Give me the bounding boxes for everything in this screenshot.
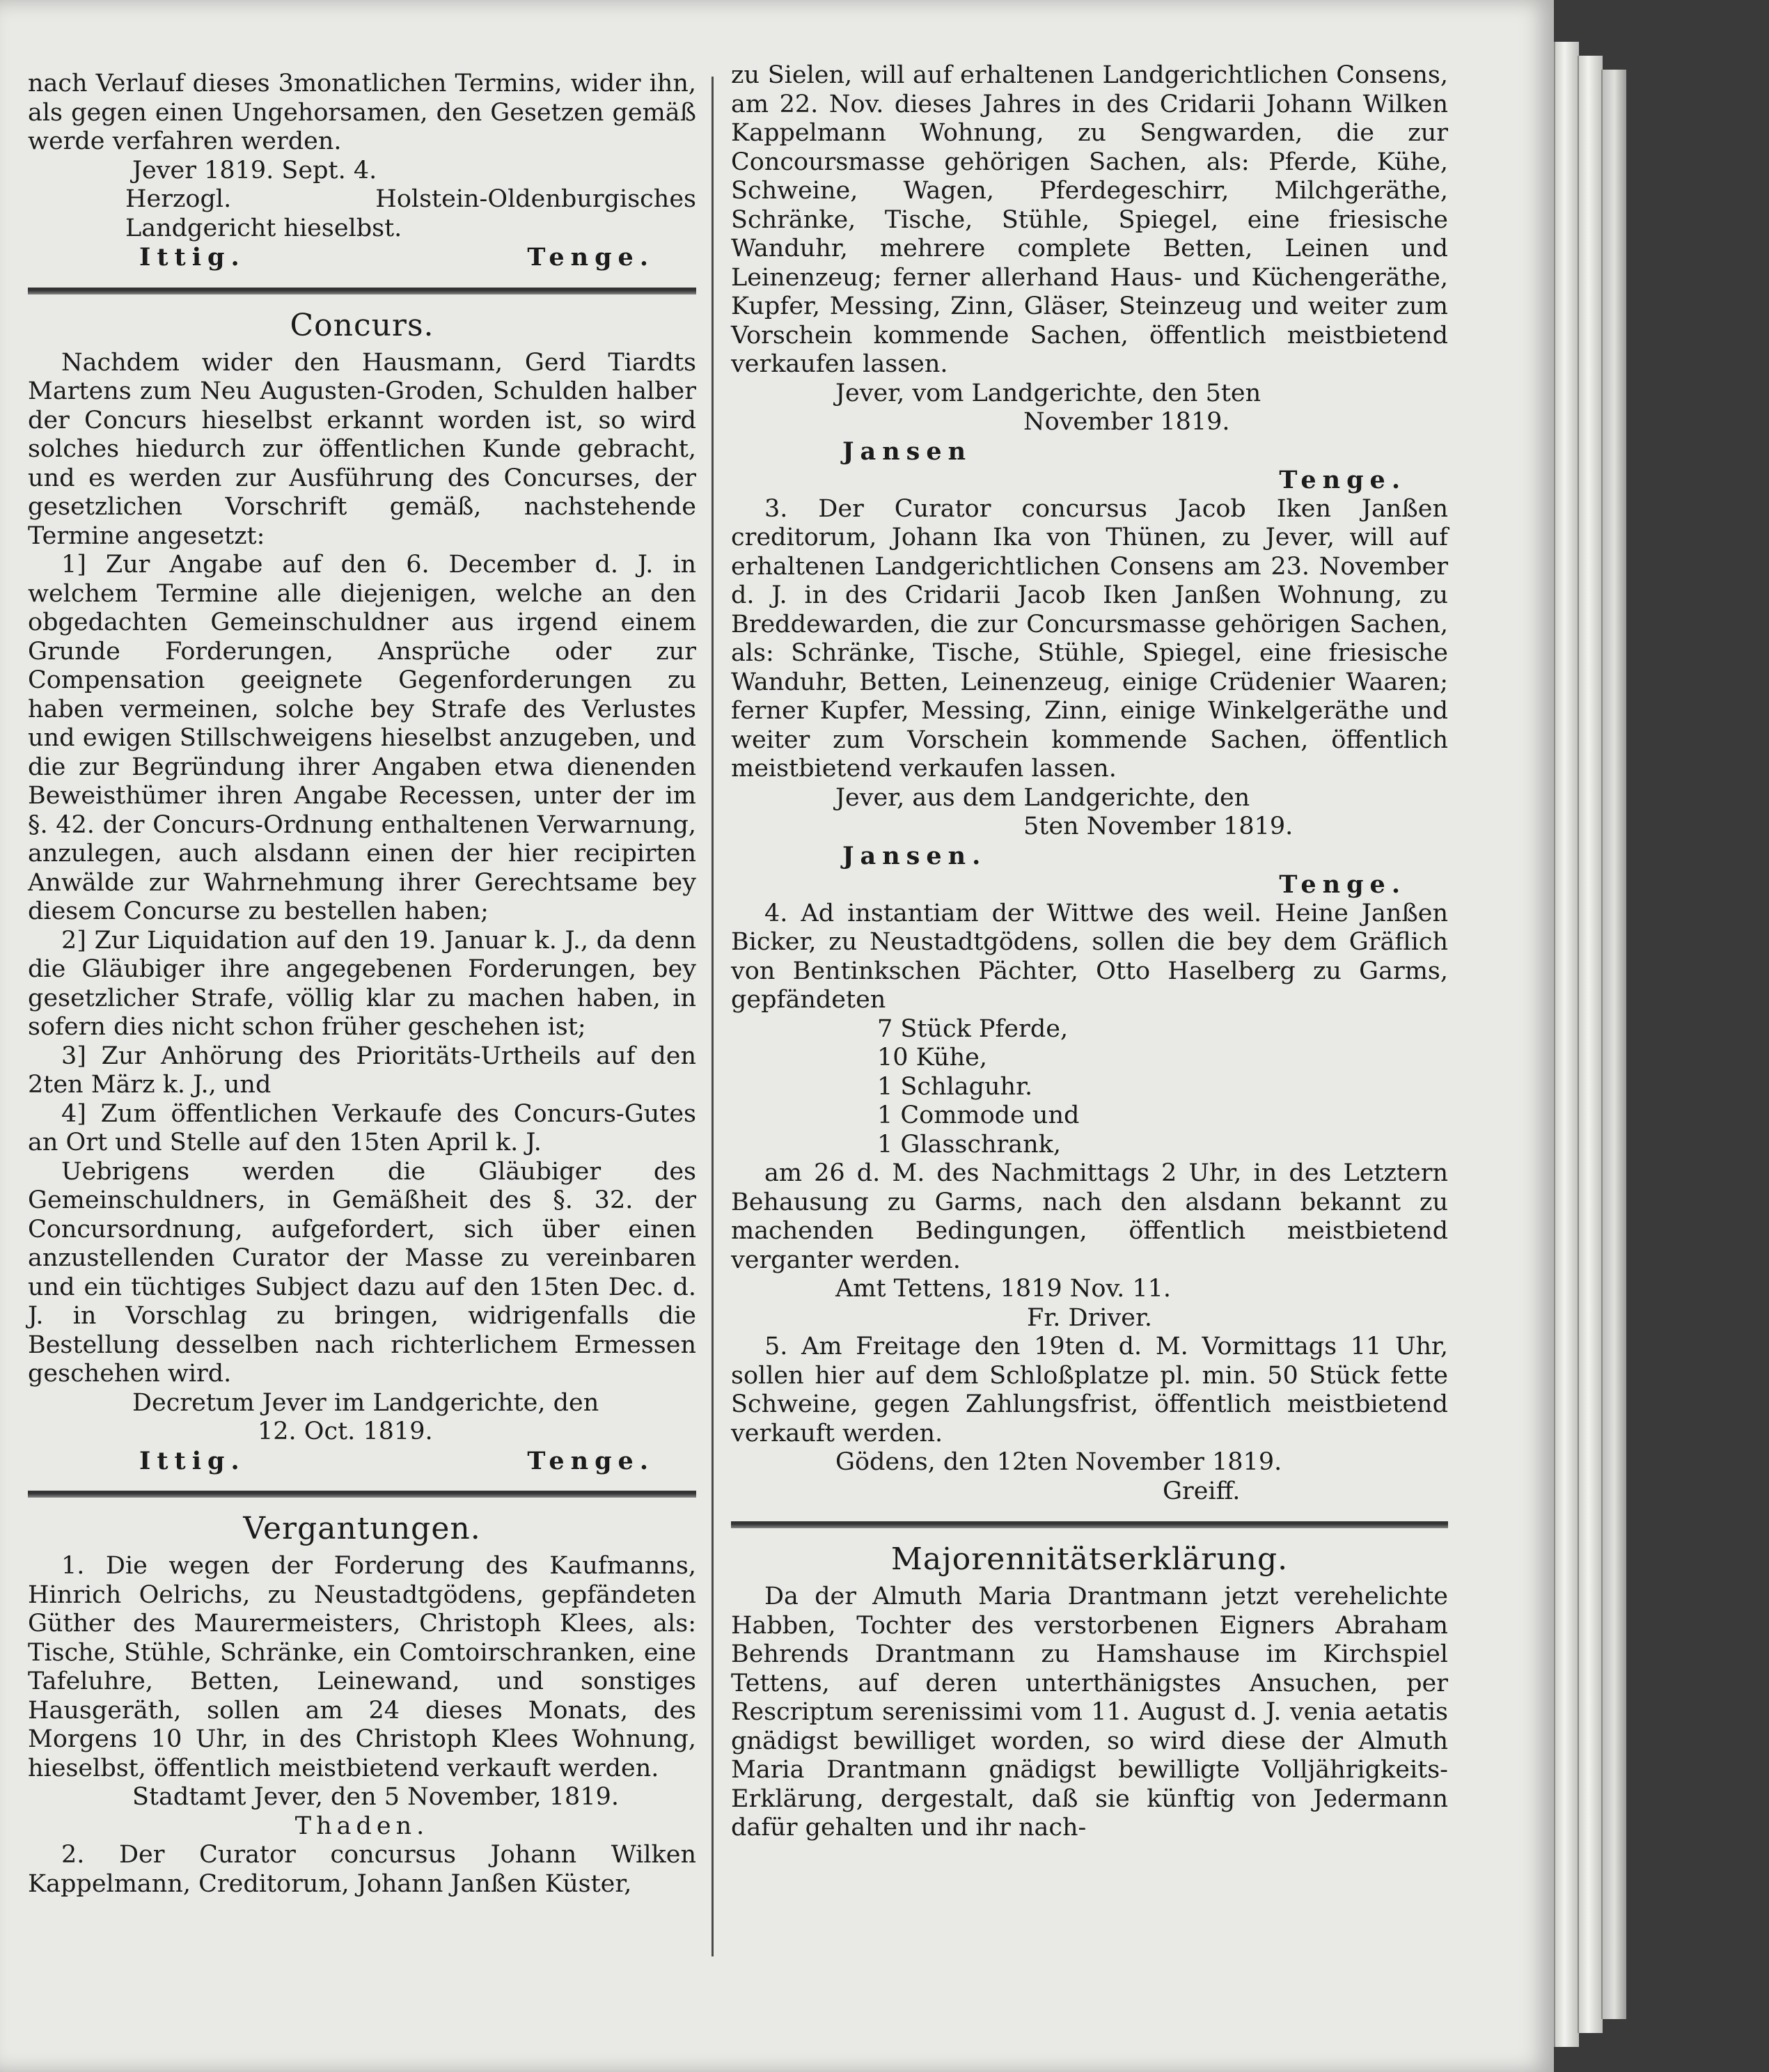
vergantungen-heading: Vergantungen. <box>243 1511 481 1546</box>
concurs-signature-right: Tenge. <box>527 1446 654 1475</box>
page-edge <box>1601 70 1626 2019</box>
concurs-paragraph-4: 3] Zur Anhörung des Prioritäts-Urtheils auf den 2ten März k. J., und <box>28 1042 696 1099</box>
vergantung-item-1: 1. Die wegen der Forderung des Kaufmanns, Hinrich Oelrichs, zu Neustadtgödens, gepfändeten Güther des Maurermeisters, Christoph Klees, als: Tische, Stühle, Schränke, ein Comtoirschranken, eine Tafeluhre, Betten, Leinewand, und sonstiges Hausgeräth, sollen am 24 dieses Monats, des Morgens 10 Uhr, in des Christoph Klees Wohnung, hieselbst, öffentlich meistbietend verkauft werden. <box>28 1552 696 1782</box>
concurs-paragraph-2: 1] Zur Angabe auf den 6. December d. J. in welchem Termine alle diejenigen, welche an den obgedachten Gemeinschuldner aus irgend einem Grunde Forderungen, Ansprüche oder zur Compensation geeignete Gegenforderungen zu haben vermeinen, solche bey Strafe des Verlustes und ewigen Stillschweigens hieselbst anzugeben, und die zur Begründung ihrer Angaben etwa dienenden Beweisthümer ihren Angabe Recessen, unter der im §. 42. der Concurs-Ordnung enthaltenen Verwarnung, anzulegen, auch alsdann einen der hier recipirten Anwälde zur Wahrnehmung ihrer Gerechtsame bey diesem Concurse zu bestellen haben; <box>28 551 696 925</box>
list-item: 1 Glasschrank, <box>877 1130 1061 1159</box>
vergantung-item-3-signature-right: Tenge. <box>1279 870 1406 899</box>
section-divider <box>28 1491 696 1498</box>
concurs-heading: Concurs. <box>290 307 434 343</box>
vergantung-item-5-place-date: Gödens, den 12ten November 1819. <box>835 1448 1282 1476</box>
section-divider <box>731 1521 1448 1528</box>
vergantung-item-2-continued: zu Sielen, will auf erhaltenen Landgerichtlichen Consens, am 22. Nov. dieses Jahres in des Cridarii Johann Wilken Kappelmann Wohnung, zu Sengwarden, die zur Concoursmasse gehörigen Sachen, als: Pferde, Kühe, Schweine, Wagen, Pferdegeschirr, Milchgeräthe, Schränke, Tische, Stühle, Spiegel, eine friesische Wanduhr, mehrere complete Betten, Leinen und Leinenzeug; ferner allerhand Haus- und Küchengeräthe, Kupfer, Messing, Zinn, Gläser, Steinzeug und weiter zum Vorschein kommende Sachen, öffentlich meistbietend verkaufen lassen. <box>731 61 1448 378</box>
vergantung-item-2-place-date-2: November 1819. <box>1023 408 1230 436</box>
intro-place-date: Jever 1819. Sept. 4. <box>132 156 377 185</box>
vergantung-item-4-continued: am 26 d. M. des Nachmittags 2 Uhr, in des Letztern Behausung zu Garms, nach den alsdann bekannt zu machenden Bedingungen, öffentlich meistbietend verganter werden. <box>731 1159 1448 1274</box>
vergantung-item-2-signature-left: Jansen <box>842 437 973 466</box>
list-item: 10 Kühe, <box>877 1044 987 1072</box>
concurs-signature-left: Ittig. <box>139 1446 246 1475</box>
vergantung-item-5: 5. Am Freitage den 19ten d. M. Vormittags 11 Uhr, sollen hier auf dem Schloßplatze pl. min. 50 Stück fette Schweine, gegen Zahlungsfrist, öffentlich meistbietend verkauft werden. <box>731 1333 1448 1447</box>
concurs-paragraph-6: Uebrigens werden die Gläubiger des Gemeinschuldners, in Gemäßheit des §. 32. der Concursordnung, aufgefordert, sich über einen anzustellenden Curator der Masse zu vereinbaren und ein tüchtiges Subject dazu auf den 15ten Dec. d. J. in Vorschlag zu bringen, widrigenfalls die Bestellung desselben nach richterlichem Ermessen geschehen wird. <box>28 1157 696 1388</box>
intro-signature-left: Ittig. <box>139 243 246 272</box>
concurs-signatures <box>28 1447 696 1476</box>
concurs-paragraph-3: 2] Zur Liquidation auf den 19. Januar k. J., da denn die Gläubiger ihre angegebenen Forderungen, bey gesetzlicher Strafe, völlig klar zu machen haben, in sofern dies nicht schon früher geschehen ist; <box>28 926 696 1041</box>
vergantung-item-2-signature-right: Tenge. <box>1279 466 1406 494</box>
intro-paragraph: nach Verlauf dieses 3monatlichen Termins, wider ihn, als gegen einen Ungehorsamen, den Gesetzen gemäß werde verfahren werden. <box>28 70 696 155</box>
majorennitaet-paragraph: Da der Almuth Maria Drantmann jetzt verehelichte Habben, Tochter des verstorbenen Eigners Abraham Behrends Drantmann zu Hamshause im Kirchspiel Tettens, auf deren unterthänigstes Ansuchen, per Rescriptum serenissimi vom 11. August d. J. venia aetatis gnädigst bewilliget worden, so wird diese der Almuth Maria Drantmann gnädigst bewilligte Volljährigkeits-Erklärung, dergestalt, daß sie künftig von Jedermann dafür gehalten und ihr nach- <box>731 1583 1448 1842</box>
intro-authority: Herzogl. Holstein-Oldenburgisches Landgericht hieselbst. <box>125 185 696 242</box>
vergantung-item-4-list <box>731 1015 1448 1160</box>
list-item: 1 Schlaguhr. <box>877 1072 1033 1101</box>
vergantung-item-2-start: 2. Der Curator concursus Johann Wilken Kappelmann, Creditorum, Johann Janßen Küster, <box>28 1841 696 1898</box>
list-item: 1 Commode und <box>877 1101 1080 1129</box>
concurs-decree-line-1: Decretum Jever im Landgerichte, den <box>132 1388 599 1417</box>
vergantung-item-5-signature: Greiff. <box>1163 1477 1241 1505</box>
vergantung-item-2-place-date-1: Jever, vom Landgerichte, den 5ten <box>835 379 1261 407</box>
vergantung-item-3-signature-left: Jansen. <box>842 841 987 870</box>
concurs-paragraph-5: 4] Zum öffentlichen Verkaufe des Concurs-Gutes an Ort und Stelle auf den 15ten April k. J. <box>28 1099 696 1156</box>
majorennitaet-heading: Majorennitätserklärung. <box>890 1541 1289 1577</box>
vergantung-item-1-signature: Thaden. <box>294 1812 430 1840</box>
page-edge <box>1578 56 1603 2033</box>
vergantung-item-4-signature: Fr. Driver. <box>1027 1303 1152 1332</box>
column-divider <box>711 77 714 1956</box>
left-column <box>28 70 696 1899</box>
list-item: 7 Stück Pferde, <box>877 1014 1069 1043</box>
intro-signature-right: Tenge. <box>527 243 654 272</box>
right-column <box>731 61 1448 1843</box>
vergantung-item-4: 4. Ad instantiam der Wittwe des weil. Heine Janßen Bicker, zu Neustadtgödens, sollen die bey dem Gräflich von Bentinkschen Pächter, Otto Haselberg zu Garms, gepfändeten <box>731 899 1448 1014</box>
vergantung-item-3: 3. Der Curator concursus Jacob Iken Janßen creditorum, Johann Ika von Thünen, zu Jever, will auf erhaltenen Landgerichtlichen Consens am 23. November d. J. in des Cridarii Jacob Iken Janßen Wohnung, zu Breddewarden, die zur Concursmasse gehörigen Sachen, als: Schränke, Tische, Stühle, Spiegel, eine friesische Wanduhr, Betten, Leinenzeug, einige Crüdenier Waaren; ferner Kupfer, Messing, Zinn, einige Winkelgeräthe und weiter zum Vorschein kommende Sachen, öffentlich meistbietend verkaufen lassen. <box>731 494 1448 783</box>
page-edge <box>1554 42 1579 2047</box>
vergantung-item-1-place-date: Stadtamt Jever, den 5 November, 1819. <box>132 1783 619 1811</box>
intro-signatures <box>28 243 696 272</box>
vergantung-item-3-place-date-1: Jever, aus dem Landgerichte, den <box>835 783 1250 812</box>
vergantung-item-3-place-date-2: 5ten November 1819. <box>1023 813 1294 840</box>
concurs-paragraph-1: Nachdem wider den Hausmann, Gerd Tiardts Martens zum Neu Augusten-Groden, Schulden halber der Concurs hieselbst erkannt worden ist, so wird solches hiedurch zur öffentlichen Kunde gebracht, und es werden zur Ausführung des Concurses, der gesetzlichen Vorschrift gemäß, nachstehende Termine angesetzt: <box>28 348 696 550</box>
concurs-decree-line-2: 12. Oct. 1819. <box>258 1418 433 1445</box>
section-divider <box>28 288 696 295</box>
vergantung-item-4-place-date: Amt Tettens, 1819 Nov. 11. <box>835 1275 1172 1303</box>
